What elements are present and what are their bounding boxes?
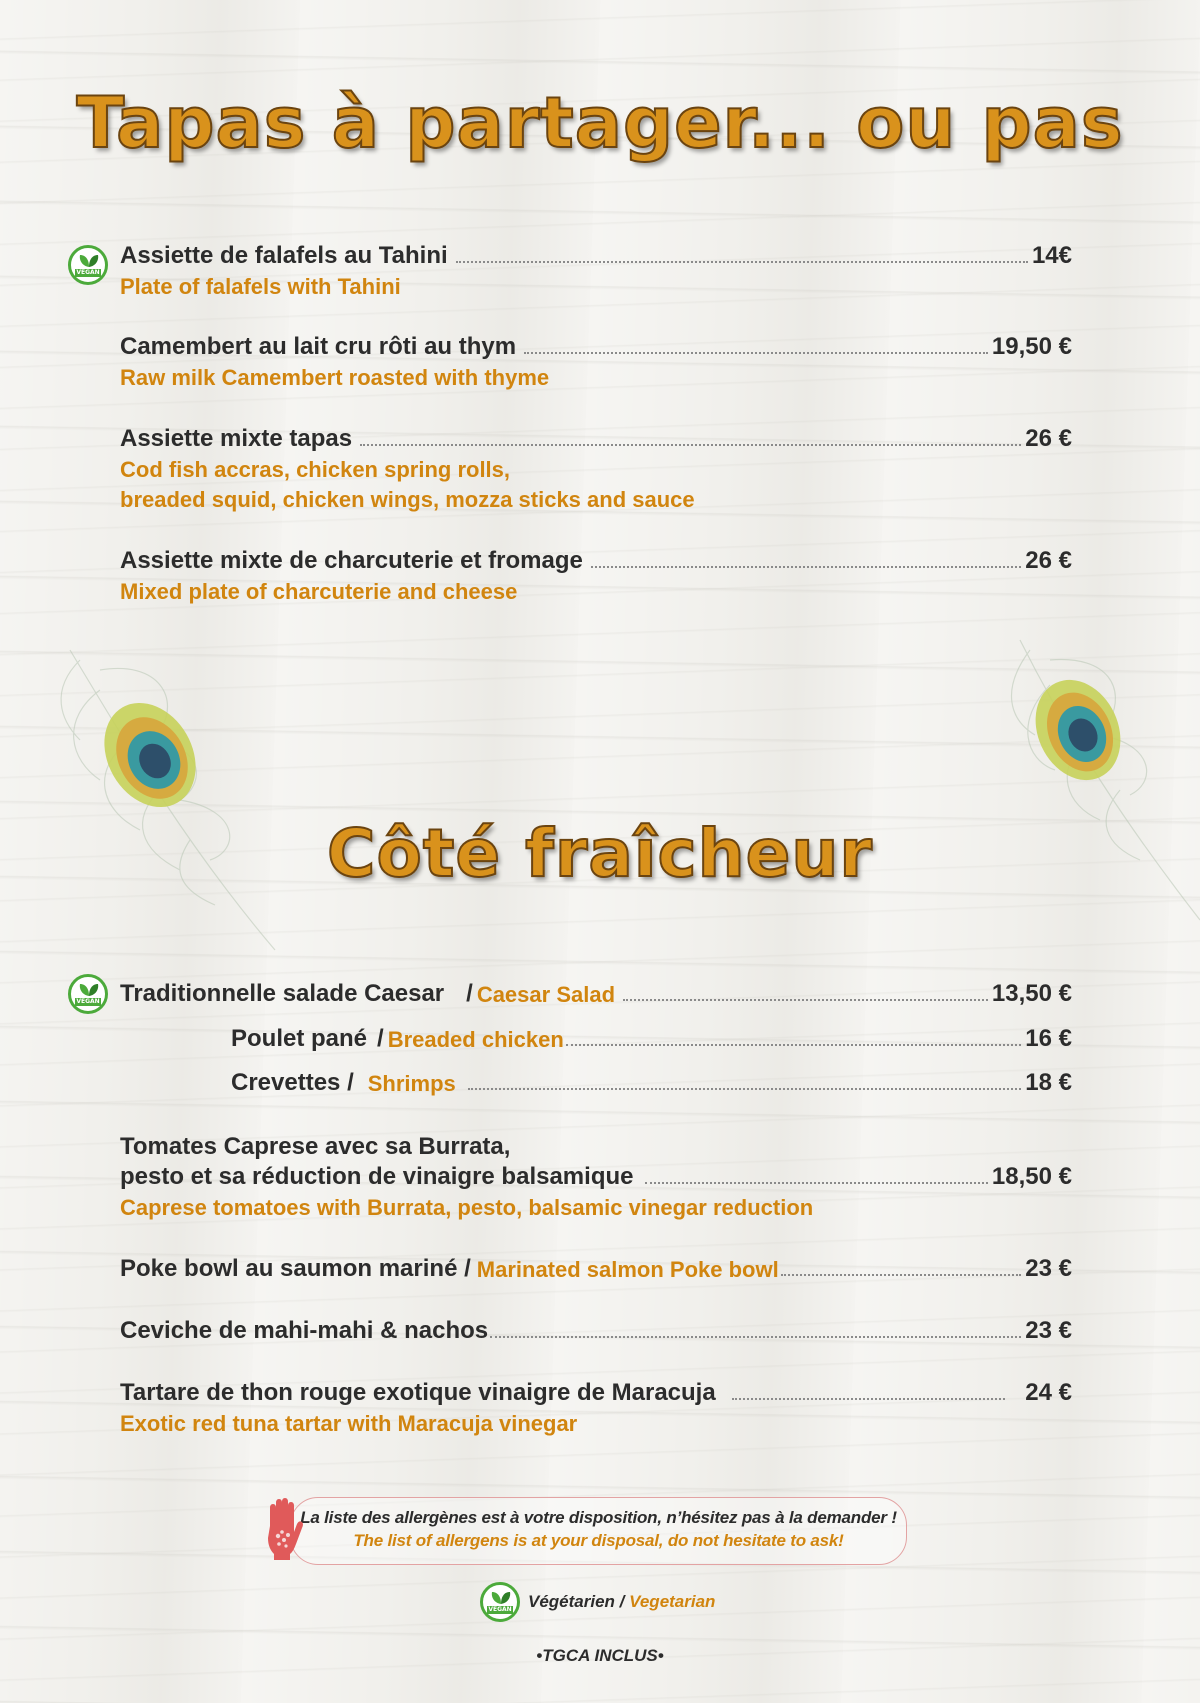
item-name-en: Shrimps — [367, 1071, 456, 1096]
menu-item — [120, 1131, 1072, 1221]
menu-item — [231, 1023, 1072, 1053]
item-name-en: Breaded chicken — [387, 1027, 564, 1052]
item-name-fr: Traditionnelle salade Caesar — [120, 980, 445, 1007]
menu-item — [120, 1315, 1072, 1345]
vegetarian-legend — [480, 1582, 715, 1622]
item-price: 16 € — [1025, 1025, 1072, 1052]
menu-item — [120, 331, 1072, 391]
legend-text-fr: Végétarien — [528, 1592, 615, 1611]
menu-item — [120, 240, 1072, 300]
section-title-tapas: Tapas à partager... ou pas — [76, 82, 1124, 164]
legend-text-en: Vegetarian — [629, 1592, 716, 1611]
leader-dots — [781, 1274, 1022, 1276]
item-price: 23 € — [1025, 1255, 1072, 1282]
leader-dots — [360, 444, 1021, 446]
allergen-text-en: The list of allergens is at your disposal, do not hesitate to ask! — [353, 1531, 844, 1550]
item-name-en: Caprese tomatoes with Burrata, pesto, balsamic vinegar reduction — [120, 1195, 814, 1220]
item-name-en: Raw milk Camembert roasted with thyme — [120, 365, 550, 390]
item-price: 14€ — [1031, 242, 1072, 269]
peacock-feather-left-icon — [40, 630, 290, 960]
item-name-fr: Tartare de thon rouge exotique vinaigre de Maracuja — [120, 1379, 716, 1406]
item-price: 26 € — [1025, 547, 1072, 574]
separator: / — [466, 980, 473, 1007]
separator: / — [377, 1025, 384, 1052]
leader-dots — [468, 1088, 1022, 1090]
menu-item — [120, 1253, 1072, 1283]
menu-item — [120, 1377, 1072, 1437]
item-name-en: Marinated salmon Poke bowl — [476, 1257, 779, 1282]
item-name-en: Plate of falafels with Tahini — [120, 274, 401, 299]
item-price: 18,50 € — [991, 1163, 1072, 1190]
item-name-fr: Assiette mixte de charcuterie et fromage — [120, 547, 583, 574]
item-name-fr: Assiette de falafels au Tahini — [120, 242, 448, 269]
leader-dots — [524, 352, 988, 354]
item-name-fr: Poulet pané — [231, 1025, 368, 1052]
vegan-badge-icon: VEGAN — [480, 1582, 520, 1622]
item-name-fr: Assiette mixte tapas — [120, 425, 353, 452]
menu-item — [120, 423, 1072, 513]
leader-dots — [490, 1336, 1021, 1338]
item-name-fr: Ceviche de mahi-mahi & nachos — [120, 1317, 489, 1344]
item-name-fr: pesto et sa réduction de vinaigre balsamique — [120, 1163, 634, 1190]
item-name-en: Exotic red tuna tartar with Maracuja vinegar — [120, 1411, 578, 1436]
menu-item — [120, 545, 1072, 605]
item-name-fr: Camembert au lait cru rôti au thym — [120, 333, 517, 360]
leader-dots — [645, 1182, 987, 1184]
leader-dots — [456, 261, 1028, 263]
item-price: 26 € — [1025, 425, 1072, 452]
leader-dots — [566, 1044, 1022, 1046]
item-name-en: breaded squid, chicken wings, mozza sticks and sauce — [120, 487, 695, 512]
item-price: 23 € — [1025, 1317, 1072, 1344]
legend-separator: / — [619, 1592, 625, 1611]
vegan-badge-icon: VEGAN — [68, 245, 108, 285]
item-name-fr: Tomates Caprese avec sa Burrata, — [120, 1133, 511, 1160]
vegan-badge-icon: VEGAN — [68, 974, 108, 1014]
item-name-fr: Poke bowl au saumon mariné / — [120, 1255, 471, 1282]
tax-note: •TGCA INCLUS• — [536, 1646, 664, 1665]
allergen-notice — [290, 1497, 907, 1565]
section-title-fraicheur: Côté fraîcheur — [327, 815, 873, 892]
item-name-en: Mixed plate of charcuterie and cheese — [120, 579, 518, 604]
item-price: 19,50 € — [991, 333, 1072, 360]
item-name-en: Caesar Salad — [476, 982, 616, 1007]
allergen-hand-icon — [262, 1498, 304, 1566]
leader-dots — [623, 999, 988, 1001]
menu-item — [120, 978, 1072, 1008]
leader-dots — [591, 566, 1021, 568]
item-name-en: Cod fish accras, chicken spring rolls, — [120, 457, 511, 482]
item-price: 24 € — [1025, 1379, 1072, 1406]
leader-dots — [732, 1398, 1006, 1400]
item-price: 13,50 € — [991, 980, 1072, 1007]
item-price: 18 € — [1025, 1069, 1072, 1096]
menu-item — [231, 1067, 1072, 1097]
allergen-text-fr: La liste des allergènes est à votre disposition, n’hésitez pas à la demander ! — [300, 1508, 897, 1527]
item-name-fr: Crevettes / — [231, 1069, 354, 1096]
